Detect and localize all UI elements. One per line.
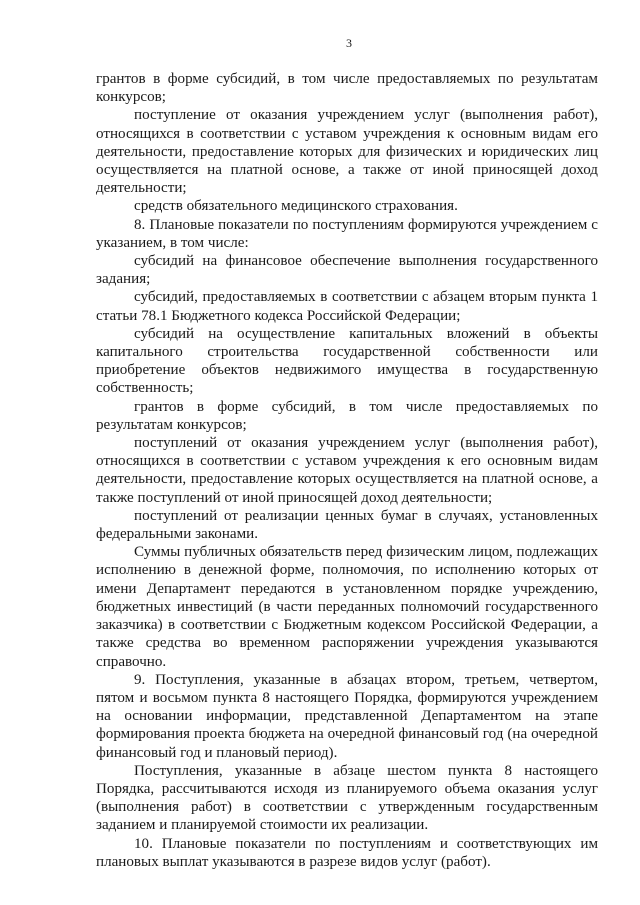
paragraph-item-8: 8. Плановые показатели по поступлениям формируются учреждением с указанием, в том числе: — [96, 216, 598, 251]
paragraph-medical-insurance: средств обязательного медицинского страхования. — [134, 198, 458, 215]
paragraph-public-obligations: Суммы публичных обязательств перед физическим лицом, подлежащих исполнению в денежной форме, полномочия, по исполнению которых от имени Департамент передаются в установленном порядке учреждению, бюджетных инвестиций (в части переданных полномочий государственного заказчика) в соответствии с Бюджетным кодексом Российской Федерации, а также средства во временном распоряжении учреждения указываются справочно. — [96, 544, 598, 670]
paragraph-grants-repeat: грантов в форме субсидий, в том числе предоставляемых по результатам конкурсов; — [96, 398, 598, 433]
document-body — [96, 70, 598, 871]
paragraph-item-9-receipts: Поступления, указанные в абзаце шестом пункта 8 настоящего Порядка, рассчитываются исходя из планируемого объема оказания услуг (выполнения работ) в соответствии с утвержденным государственным заданием и планируемой стоимости их реализации. — [96, 762, 598, 834]
paragraph-article-78-subsidies: субсидий, предоставляемых в соответствии с абзацем вторым пункта 1 статьи 78.1 Бюджетного кодекса Российской Федерации; — [96, 289, 598, 324]
paragraph-item-10: 10. Плановые показатели по поступлениям и соответствующих им плановых выплат указываются в разрезе видов услуг (работ). — [96, 835, 598, 870]
paragraph-capital-investment-subsidies: субсидий на осуществление капитальных вложений в объекты капитального строительства государственной собственности или приобретение объектов недвижимого имущества в государственную собственность; — [96, 325, 598, 397]
paragraph-services-income: поступление от оказания учреждением услуг (выполнения работ), относящихся в соответствии с уставом учреждения к основным видам его деятельности, предоставление которых для физических и юридических лиц осуществляется на платной основе, а также от иной приносящей доход деятельности; — [96, 107, 598, 197]
paragraph-item-9: 9. Поступления, указанные в абзацах втором, третьем, четвертом, пятом и восьмом пункта 8 настоящего Порядка, формируются учреждением на основании информации, представленной Департаментом на этапе формирования проекта бюджета на очередной финансовый год (на очередной финансовый год и плановый период). — [96, 671, 598, 761]
paragraph-grants: грантов в форме субсидий, в том числе предоставляемых по результатам конкурсов; — [96, 71, 598, 106]
paragraph-services-receipts: поступлений от оказания учреждением услуг (выполнения работ), относящихся в соответствии с уставом учреждения к его основным видам деятельности, предоставление которых осуществляется на платной основе, а также поступлений от иной приносящей доход деятельности; — [96, 435, 598, 506]
paragraph-state-task-subsidies: субсидий на финансовое обеспечение выполнения государственного задания; — [96, 253, 598, 288]
page-number: 3 — [346, 36, 352, 50]
paragraph-securities: поступлений от реализации ценных бумаг в случаях, установленных федеральными законами. — [96, 507, 598, 543]
